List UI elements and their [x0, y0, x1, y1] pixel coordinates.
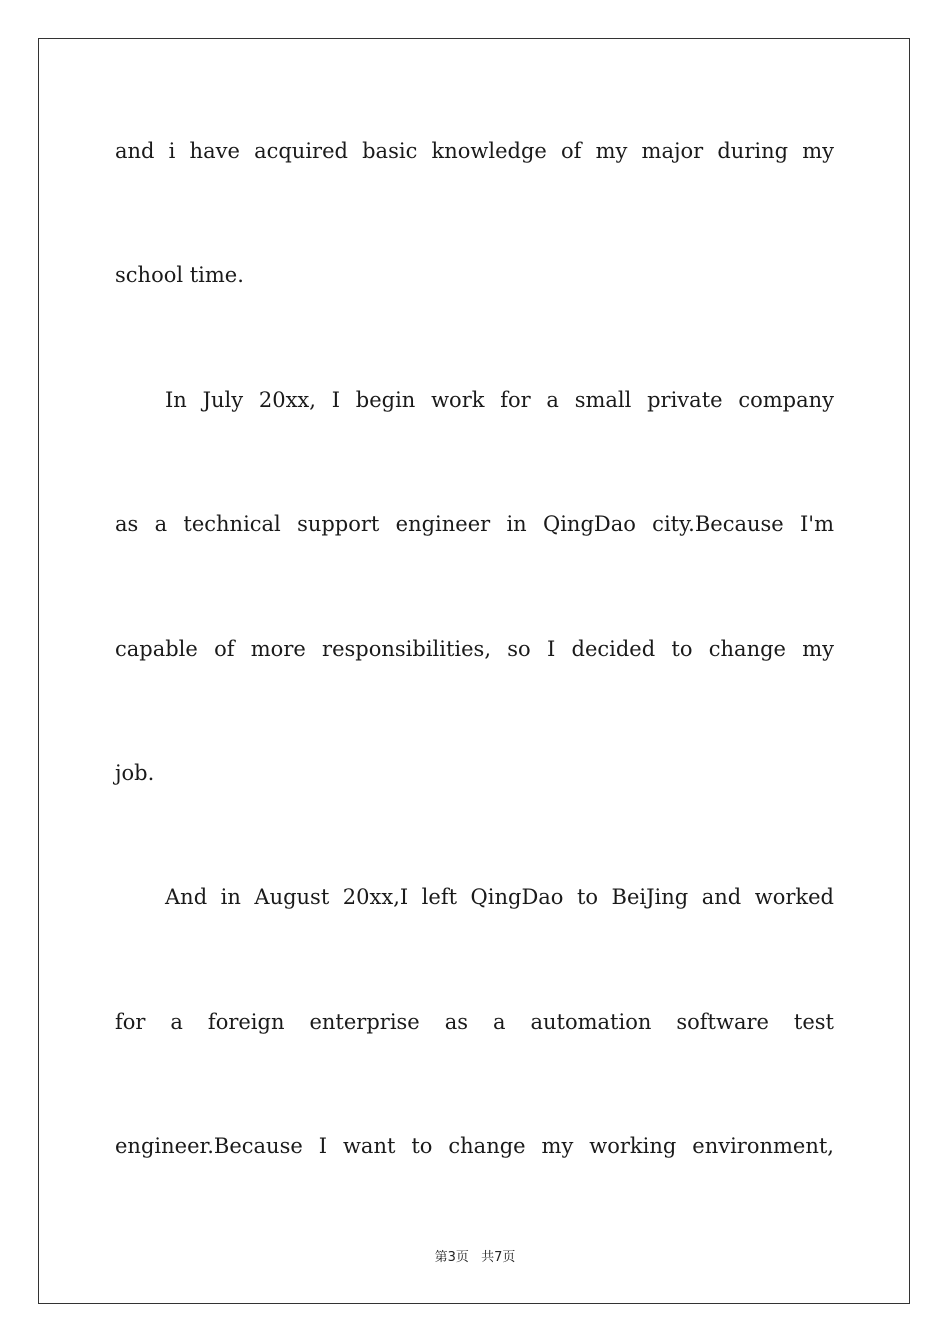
text-line-4: as a technical support engineer in QingDao city.Because I'm — [115, 512, 834, 536]
page-total: 共7页 — [481, 1250, 516, 1265]
text-line-7: And in August 20xx,I left QingDao to BeiJing and worked — [165, 885, 834, 909]
page-frame — [38, 38, 910, 1304]
text-line-6: job. — [115, 761, 155, 785]
text-line-9: engineer.Because I want to change my working environment, — [115, 1134, 834, 1158]
text-line-5: capable of more responsibilities, so I decided to change my — [115, 637, 834, 661]
page-footer — [0, 1246, 950, 1265]
text-line-8: for a foreign enterprise as a automation software test — [115, 1010, 834, 1034]
page-number: 第3页 — [434, 1250, 469, 1265]
text-line-2: school time. — [115, 263, 244, 287]
text-line-3: In July 20xx, I begin work for a small private company — [165, 388, 834, 412]
text-line-1: and i have acquired basic knowledge of my major during my — [115, 139, 834, 163]
